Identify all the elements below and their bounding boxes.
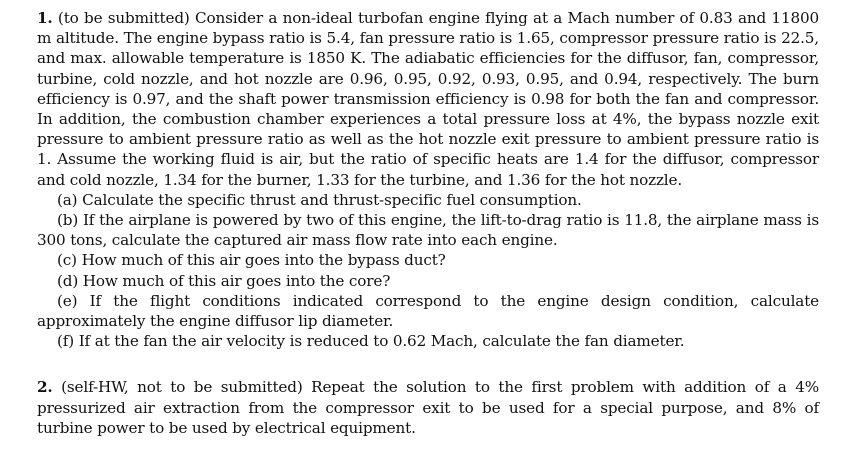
problem-1-intro: (to be submitted) Consider a non-ideal turbofan engine flying at a Mach number of 0.83 and 11800 m altitude. The engine bypass ratio is 5.4, fan pressure ratio is 1.65, compressor pressure ratio is 22.5, and max. allowable temperature is 1850 K. The adiabatic efficiencies for the diffusor, fan, compressor, turbine, cold nozzle, and hot nozzle are 0.96, 0.95, 0.92, 0.93, 0.95, and 0.94, respectively. The burn efficiency is 0.97, and the shaft power transmission efficiency is 0.98 for both the fan and compressor. In addition, the combustion chamber experiences a total pressure loss at 4%, the bypass nozzle exit pressure to ambient pressure ratio as well as the hot nozzle exit pressure to ambient pressure ratio is 1. Assume the working fluid is air, but the ratio of specific heats are 1.4 for the diffusor, compressor and cold nozzle, 1.34 for the burner, 1.33 for the turbine, and 1.36 for the hot nozzle.	[37, 9, 819, 189]
problem-1-part-a: (a) Calculate the specific thrust and thrust-specific fuel consumption.	[57, 190, 582, 209]
problem-1-part-f: (f) If at the fan the air velocity is reduced to 0.62 Mach, calculate the fan diameter.	[57, 332, 685, 351]
problem-2-intro: (self-HW, not to be submitted) Repeat the solution to the first problem with addition of a 4% pressurized air extraction from the compressor exit to be used for a special purpose, and 8% of turbine power to be used by electrical equipment.	[37, 378, 819, 437]
problem-1-part-d: (d) How much of this air goes into the core?	[57, 271, 391, 290]
problem-1-part-c: (c) How much of this air goes into the bypass duct?	[57, 251, 446, 270]
problem-2-number: 2.	[37, 378, 53, 397]
problem-2	[37, 377, 819, 438]
homework-document	[37, 8, 819, 438]
problem-1-part-e: (e) If the flight conditions indicated correspond to the engine design condition, calculate approximately the engine diffusor lip diameter.	[37, 291, 819, 331]
problem-1-part-b: (b) If the airplane is powered by two of this engine, the lift-to-drag ratio is 11.8, the airplane mass is 300 tons, calculate the captured air mass flow rate into each engine.	[37, 211, 819, 250]
problem-1-number: 1.	[37, 9, 53, 27]
problem-2-statement	[37, 377, 819, 438]
problem-1-statement	[37, 8, 819, 190]
problem-1	[37, 8, 819, 351]
